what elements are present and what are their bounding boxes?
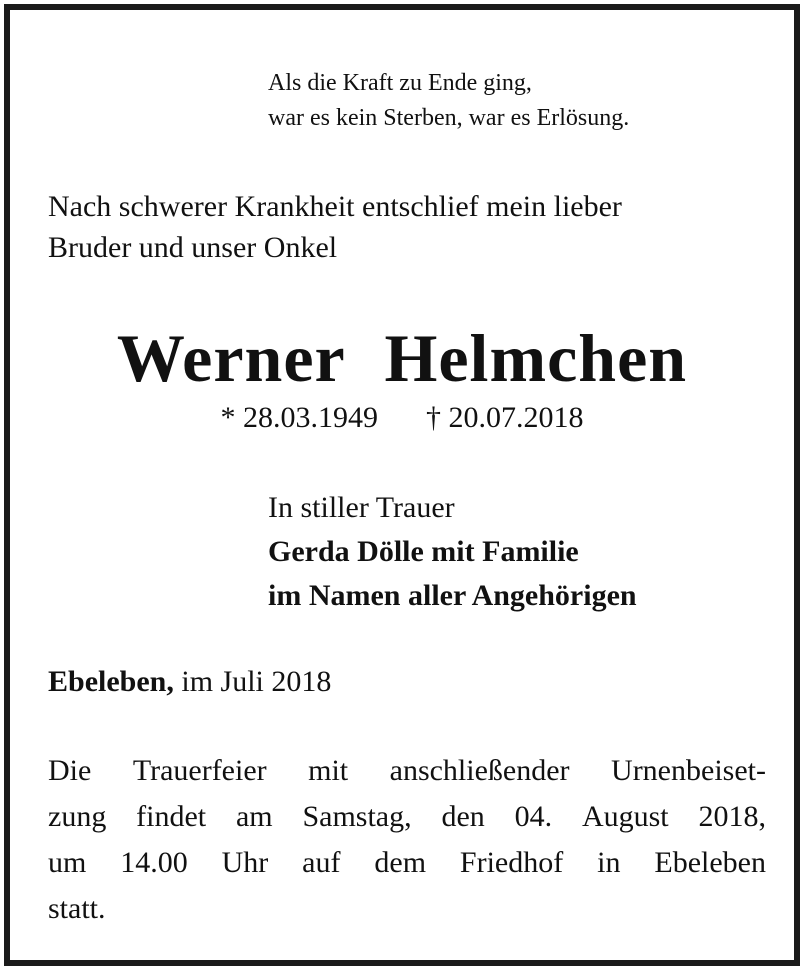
intro-line-2: Bruder und unser Onkel — [48, 231, 338, 264]
funeral-service-info — [48, 748, 766, 932]
service-line-2 — [48, 794, 766, 840]
motto-line-2: war es kein Sterben, war es Erlösung. — [268, 105, 630, 131]
service-word: Trauerfeier — [132, 754, 267, 787]
service-word: Uhr — [221, 846, 269, 879]
birth-date: * 28.03.1949 — [220, 401, 378, 434]
place-and-date — [48, 662, 331, 702]
service-word: dem — [374, 846, 427, 879]
service-word: mit — [308, 754, 349, 787]
obituary-notice — [10, 10, 794, 960]
motto-line-1: Als die Kraft zu Ende ging, — [268, 70, 532, 96]
service-word: in — [597, 846, 621, 879]
service-word: Urnenbeiset- — [611, 754, 766, 787]
death-date: † 20.07.2018 — [426, 401, 584, 434]
mourner-relatives: im Namen aller Angehörigen — [268, 579, 637, 612]
notice-border — [4, 4, 800, 966]
intro-text — [48, 186, 768, 268]
service-word: August — [581, 800, 669, 833]
place-date: im Juli 2018 — [181, 665, 332, 698]
motto-verse — [268, 66, 629, 136]
service-word: Samstag, — [302, 800, 412, 833]
service-word: anschließender — [389, 754, 570, 787]
service-word: zung — [48, 800, 107, 833]
service-word: Friedhof — [459, 846, 564, 879]
service-word: 2018, — [698, 800, 766, 833]
service-word: um — [48, 846, 87, 879]
service-line-3 — [48, 840, 766, 886]
service-line-1 — [48, 748, 766, 794]
service-word: Die — [48, 754, 92, 787]
service-word: auf — [302, 846, 341, 879]
deceased-name: Werner Helmchen — [116, 320, 688, 396]
service-line-4: statt. — [48, 892, 106, 925]
mourner-family: Gerda Dölle mit Familie — [268, 535, 579, 568]
life-dates — [10, 398, 794, 438]
service-word: 04. — [514, 800, 553, 833]
service-word: findet — [136, 800, 207, 833]
mourners-block — [268, 486, 637, 618]
intro-line-1: Nach schwerer Krankheit entschlief mein lieber — [48, 190, 622, 223]
service-word: 14.00 — [120, 846, 188, 879]
service-word: am — [235, 800, 273, 833]
service-word: den — [441, 800, 485, 833]
service-word: Ebeleben — [654, 846, 766, 879]
place-town: Ebeleben, — [48, 665, 174, 698]
mourning-phrase: In stiller Trauer — [268, 491, 455, 524]
